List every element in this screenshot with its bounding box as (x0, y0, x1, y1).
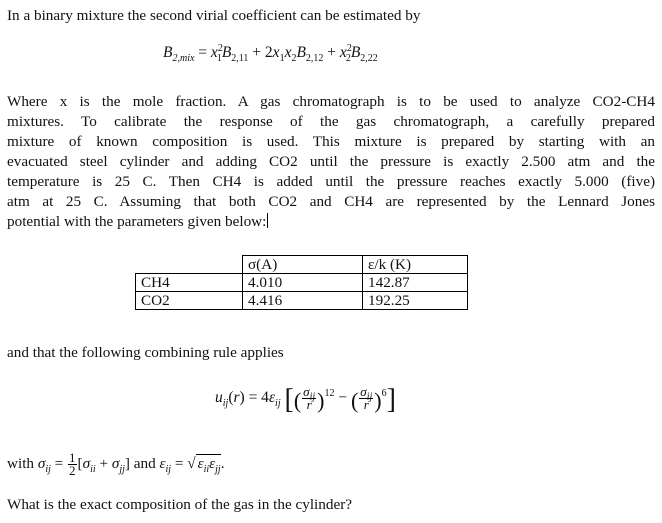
table-cell: CO2 (136, 292, 243, 310)
paragraph-line: mixtures. To calibrate the response of the gas chromatograph, a carefully prepared (7, 113, 655, 130)
paragraph-line: temperature is 25 C. Then CH4 is added until the pressure reaches exactly 5.000 (five) (7, 173, 655, 190)
lj-equation: $u_{ij}(r) = 4\varepsilon_{ij}$ [( $\frac{\sigma_{ij}}{r}$ )$^{12}$ − ( $\frac{\sigma_{ij}}{r}$ )$^6$] (215, 383, 396, 415)
intro-text: In a binary mixture the second virial coefficient can be estimated by (7, 7, 421, 24)
paragraph-line: atm at 25 C. Assuming that both CO2 and CH4 are represented by the Lennard Jones (7, 193, 655, 210)
paragraph-line: Where x is the mole fraction. A gas chromatograph is to be used to analyze CO2-CH4 (7, 93, 655, 110)
combining-rules: with $\sigma_{ij}$ = $\frac{1}{2}$ $[\sigma_{ii} + \sigma_{jj}]$ and $\varepsilon_{ij}$ = √ $\varepsilon_{ii}\varepsilon_{jj}$. (7, 450, 225, 478)
combining-intro: and that the following combining rule applies (7, 344, 284, 361)
question-text: What is the exact composition of the gas in the cylinder? (7, 496, 352, 513)
virial-equation: $B_{2,mix} = x^2_1B_{2,11} + 2x_1x_2B_{2,12} + x^2_2B_{2,22}$ (163, 42, 378, 65)
paragraph-line: mixture of known composition is used. This mixture is prepared by starting with an (7, 133, 655, 150)
table-row (136, 292, 468, 310)
table-cell: 4.416 (243, 292, 363, 310)
problem-paragraph (7, 92, 655, 232)
table-header-row (136, 256, 468, 274)
table-cell: 192.25 (363, 292, 468, 310)
table-row (136, 274, 468, 292)
table-header-cell: ε/k (K) (363, 256, 468, 274)
table-header-cell (136, 256, 243, 274)
table-cell: 142.87 (363, 274, 468, 292)
paragraph-line: evacuated steel cylinder and adding CO2 until the pressure is exactly 2.500 atm and the (7, 153, 655, 170)
table-cell: CH4 (136, 274, 243, 292)
table-cell: 4.010 (243, 274, 363, 292)
table-header-cell: σ(A) (243, 256, 363, 274)
lj-parameter-table (135, 255, 468, 310)
text-cursor (267, 213, 268, 228)
paragraph-line: potential with the parameters given below: (7, 213, 267, 230)
